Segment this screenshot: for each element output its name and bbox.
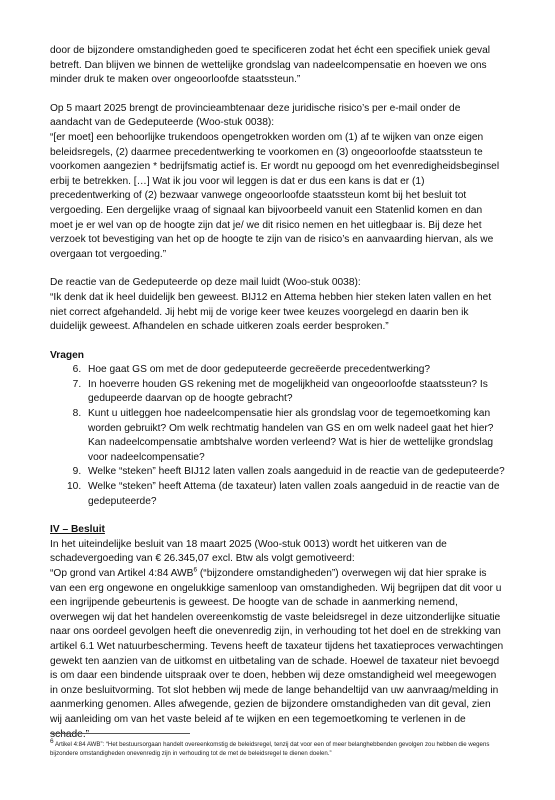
reaction-quote: “Ik denk dat ik heel duidelijk ben geweest. BIJ12 en Attema hebben hier steken laten vallen en het niet correct afgehandeld. Jij hebt mij de vorige keer twee keuzes voorgelegd en daarin ben ik duidelijk geweest. Afhandelen en schade uitkeren zoals eerder besproken.”	[50, 291, 492, 333]
questions-heading: Vragen	[50, 349, 84, 361]
question-item: 9. Welke “steken” heeft BIJ12 laten vallen zoals aangeduid in de reactie van de gedeputeerde?	[84, 465, 505, 480]
decision-lead: In het uiteindelijke besluit van 18 maart 2025 (Woo-stuk 0013) wordt het uitkeren van de schadevergoeding van € 26.345,07 excl. Btw als volgt gemotiveerd:	[50, 538, 447, 565]
spacer	[50, 335, 505, 349]
footnote-divider	[50, 733, 190, 734]
footnote-text: Artikel 4:84 AWB”: “Het bestuursorgaan handelt overeenkomstig de beleidsregel, tenzij dat voor een of meer belanghebbenden gevolgen zou hebben die wegens bijzondere omstandigheden onevenredig zijn in verhouding tot de met de beleidsregel te dienen doelen.”	[50, 741, 490, 757]
spacer	[50, 88, 505, 102]
question-item: 10. Welke “steken” heeft Attema (de taxateur) laten vallen zoals aangeduid in de reactie van de gedeputeerde?	[84, 480, 505, 509]
decision-quote-rest: (“bijzondere omstandigheden”) overwegen wij dat hier sprake is van een erg ongewone en ongelukkige samenloop van omstandigheden. Wij begrijpen dat dit voor u een ingrijpende gebeurtenis is geweest. De hoogte van de schade in aanmerking nemend, overwegen wij dat het handelen overeenkomstig de vaste beleidsregel in deze uitzonderlijke situatie naar ons oordeel gevolgen heeft die onevenredig zijn, in verhouding tot het doel en de strekking van artikel 6.1 Wet natuurbescherming. Tevens heeft de taxateur tijdens het taxatieproces verwachtingen gewekt ten aanzien van de uitkomst en uitbetaling van de schade. Hoewel de taxateur niet bevoegd is om daar een bindende uitspraak over te doen, hebben wij deze omstandigheid wel meegewogen in onze besluitvorming. Tot slot hebben wij mede de lange behandeltijd van uw aanvraag/melding in aanmerking genomen. Alles afwegende, gezien de bijzondere omstandigheden van dit geval, zien wij aanleiding om van het vaste beleid af te wijken en een tegemoetkoming te verlenen in de schade.”	[50, 568, 504, 740]
question-item: 7. In hoeverre houden GS rekening met de mogelijkheid van ongeoorloofde staatssteun? Is gedupeerde daarvan op de hoogte gebracht?	[84, 378, 505, 407]
quote-paragraph: “[er moet] een behoorlijke trukendoos opengetrokken worden om (1) af te wijken van onze eigen beleidsregels, (2) daarmee precedentwerking te voorkomen en (3) ongeoorloofde staatssteun te voorkomen aangezien * bedrijfsmatig actief is. Er wordt nu gepoogd om het evenredigheidsbeginsel erbij te betrekken. […] Wat ik jou voor wil leggen is dat er dus een kans is dat er (1) precedentwerking of (2) bezwaar vanwege ongeoorloofde staatssteun komt bij het besluit tot vergoeding. Een dergelijke vraag of signaal kan bijvoorbeeld vanuit een Statenlid komen en dan moet je er wel van op de hoogte zijn dat je/ we dit risico nemen en het uitlegbaar is. Bij deze het verzoek tot bevestiging van het op de hoogte te zijn van de risico’s en aanvaarding hiervan, als we overgaan tot vergoeding.”	[50, 131, 500, 260]
questions-list	[50, 363, 505, 509]
spacer	[50, 262, 505, 276]
footnote-reference[interactable]: 6	[193, 566, 198, 574]
reaction-lead: De reactie van de Gedeputeerde op deze mail luidt (Woo-stuk 0038):	[50, 277, 361, 289]
paragraph-lead: Op 5 maart 2025 brengt de provincieambtenaar deze juridische risico’s per e-mail onder de aandacht van de Gedeputeerde (Woo-stuk 0038):	[50, 102, 461, 129]
question-item: 8. Kunt u uitleggen hoe nadeelcompensatie hier als grondslag voor de tegemoetkoming kan worden gebruikt? Om welk rechtmatig handelen van GS en om welk nadeel gaat het hier? Kan nadeelcompensatie ambtshalve worden verleend? Wat is hier de wettelijke grondslag voor nadeelcompensatie?	[84, 407, 505, 465]
section-heading: IV – Besluit	[50, 524, 105, 536]
footnote	[50, 737, 508, 758]
intro-paragraph: door de bijzondere omstandigheden goed te specificeren zodat het écht een specifiek uniek geval betreft. Dan blijven we binnen de wettelijke grondslag van nadeelcompensatie en hoeven we ons minder druk te maken over ongeoorloofde staatssteun.”	[50, 45, 491, 86]
question-item: 6. Hoe gaat GS om met de door gedeputeerde gecreëerde precedentwerking?	[84, 363, 505, 378]
spacer	[50, 509, 505, 523]
decision-quote	[50, 567, 505, 742]
footnote-number: 6	[50, 737, 54, 745]
decision-quote-start: “Op grond van Artikel 4:84 AWB	[50, 568, 194, 579]
